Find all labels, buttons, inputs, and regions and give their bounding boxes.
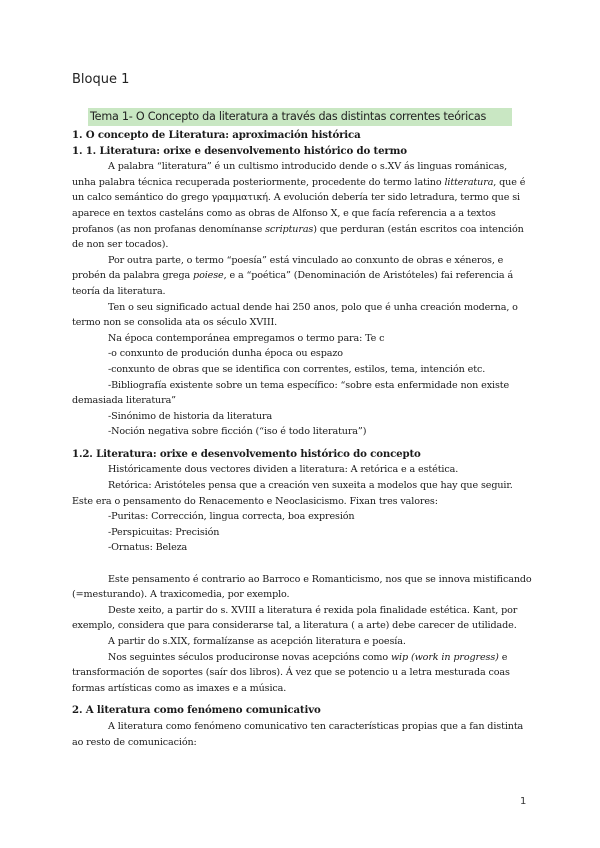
paragraph-contemporary: Na época contemporánea empregamos o termo para: Te c: [108, 332, 385, 344]
document-body: [72, 128, 532, 750]
paragraph-barroco: Este pensamento é contrario ao Barroco e Romanticismo, nos que se innova mistificando (=mesturando). A traxicomedia, por exemplo.: [72, 573, 532, 601]
paragraph-poesia: Por outra parte, o termo “poesía” está vinculado ao conxunto de obras e xéneros, e probén da palabra grega poiese, e a “poética” (Denominación de Aristóteles) fai referencia á teoría da literatura.: [72, 254, 514, 297]
page-number: 1: [520, 796, 527, 807]
paragraph-kant: Deste xeito, a partir do s. XVIII a literatura é rexida pola finalidade estética. Kant, por exemplo, considera que para considerarse tal, a literatura ( a arte) debe carecer de utilidade.: [72, 604, 518, 632]
bloque-heading: Bloque 1: [72, 72, 130, 87]
tema-title-highlighted: Tema 1- O Concepto da literatura a través das distintas correntes teóricas: [88, 108, 512, 126]
paragraph-vectors: Históricamente dous vectores dividen a literatura: A retórica e a estética.: [108, 464, 459, 476]
paragraph-new-meanings: Nos seguintes séculos producironse novas acepcións como wip (work in progress) e transformación de soportes (saír dos libros). Á vez que se potencio u a letra mesturada coas formas artísticas como as imaxes e a música.: [72, 651, 510, 694]
list-item: -Ornatus: Beleza: [108, 542, 188, 554]
paragraph-modern-meaning: Ten o seu significado actual dende hai 250 anos, polo que é unha creación moderna, o termo non se consolida ata os século XVIII.: [72, 301, 518, 329]
list-item: -o conxunto de produción dunha época ou espazo: [108, 348, 343, 360]
paragraph-retorica: Retórica: Aristóteles pensa que a creación ven suxeita a modelos que hay que seguir. Este era o pensamento do Renacemento e Neoclasicismo. Fixan tres valores:: [72, 480, 513, 507]
list-item: -Sinónimo de historia da literatura: [108, 410, 273, 422]
section-1-heading: 1. O concepto de Literatura: aproximación histórica: [72, 129, 361, 141]
list-item: -Perspicuitas: Precisión: [108, 526, 220, 538]
paragraph-etymology: A palabra “literatura” é un cultismo introducido dende o s.XV ás linguas románicas, unha palabra técnica recuperada posteriormente, procedente do termo latino litteratura, que é un calco semántico do grego γραμματική. A evolución debería ter sido letradura, termo que si aparece en textos casteláns como as obras de Alfonso X, e que facía referencia a a textos profanos (as non profanas denomínanse scripturas) que perduran (están escritos coa intención de non ser tocados).: [72, 161, 526, 251]
list-item: -Noción negativa sobre ficción (“iso é todo literatura”): [108, 426, 367, 438]
paragraph-communication: A literatura como fenómeno comunicativo ten características propias que a fan distinta ao resto de comunicación:: [72, 720, 524, 748]
list-item: -Bibliografía existente sobre un tema específico: “sobre esta enfermidade non existe demasiada literatura”: [72, 379, 510, 407]
section-2-heading: 2. A literatura como fenómeno comunicativo: [72, 704, 321, 717]
list-item: -conxunto de obras que se identifica con correntes, estilos, tema, intención etc.: [108, 363, 486, 375]
list-item: -Puritas: Corrección, lingua correcta, boa expresión: [108, 511, 355, 523]
subsection-1-1-heading: 1. 1. Literatura: orixe e desenvolvemento histórico do termo: [72, 144, 407, 157]
subsection-1-2-heading: 1.2. Literatura: orixe e desenvolvemento histórico do concepto: [72, 447, 421, 460]
paragraph-sxix: A partir do s.XIX, formalízanse as acepción literatura e poesía.: [108, 636, 406, 647]
